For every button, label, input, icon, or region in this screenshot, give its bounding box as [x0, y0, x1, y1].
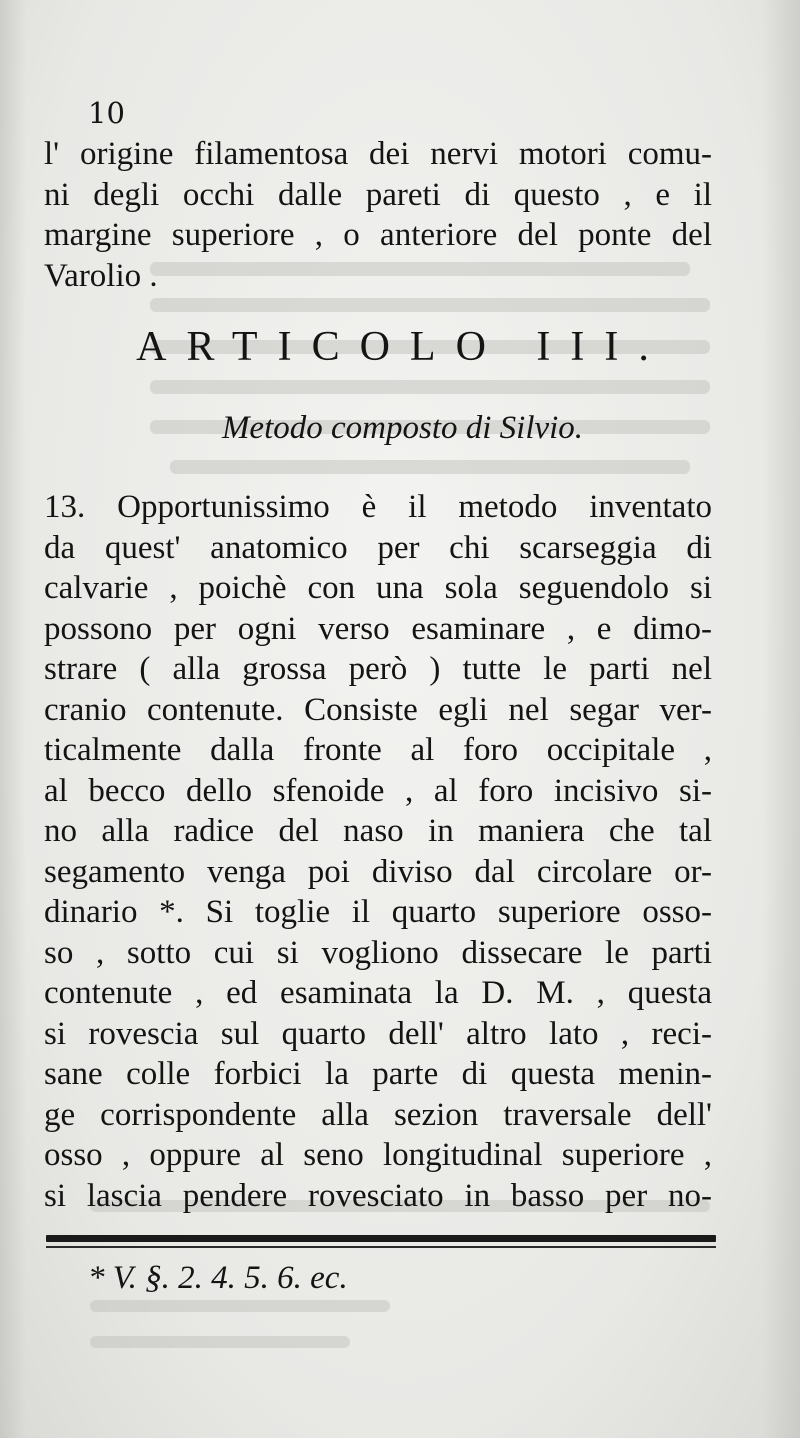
text-line: strare ( alla grossa però ) tutte le parti nel [44, 651, 712, 687]
text-line: calvarie , poichè con una sola seguendolo si [44, 570, 712, 606]
footnote-rule [46, 1235, 716, 1242]
text-line: ticalmente dalla fronte al foro occipitale , [44, 732, 712, 768]
text-line: ni degli occhi dalle pareti di questo , e il [44, 176, 712, 213]
text-line: possono per ogni verso esaminare , e dimo- [44, 610, 712, 647]
article-subheading: Metodo composto di Silvio. [221, 410, 584, 446]
text-line: si lascia pendere rovesciato in basso per no- [44, 1177, 712, 1214]
text-line: l' origine filamentosa dei nervi motori comu- [44, 136, 712, 172]
text-line: Varolio . [44, 257, 158, 294]
text-line: da quest' anatomico per chi scarseggia di [44, 529, 712, 566]
text-line: segamento venga poi diviso dal circolare or- [44, 853, 712, 890]
text-line: 13. Opportunissimo è il metodo inventato [44, 489, 712, 525]
text-line: margine superiore , o anteriore del ponte del [44, 217, 712, 253]
intro-paragraph [44, 134, 712, 296]
page-left-shadow [0, 0, 26, 1438]
text-line: no alla radice del naso in maniera che tal [44, 813, 712, 849]
text-line: ge corrispondente alla sezion traversale dell' [44, 1096, 712, 1133]
body-paragraph [44, 487, 712, 1216]
text-line: cranio contenute. Consiste egli nel segar ver- [44, 691, 712, 728]
footnote: * V. §. 2. 4. 5. 6. ec. [88, 1260, 348, 1296]
text-line: al becco dello sfenoide , al foro incisivo si- [44, 772, 712, 809]
page-right-shadow [762, 0, 800, 1438]
text-line: contenute , ed esaminata la D. M. , questa [44, 975, 712, 1011]
footnote-rule-thin [46, 1246, 716, 1248]
text-line: sane colle forbici la parte di questa menin- [44, 1056, 712, 1092]
text-line: si rovescia sul quarto dell' altro lato , reci- [44, 1015, 712, 1052]
text-line: osso , oppure al seno longitudinal superiore , [44, 1137, 712, 1173]
text-line: so , sotto cui si vogliono dissecare le parti [44, 934, 712, 971]
text-line: dinario *. Si toglie il quarto superiore osso- [44, 894, 712, 930]
page-number: 10 [88, 96, 125, 130]
article-heading: ARTICOLO III. [136, 324, 669, 370]
